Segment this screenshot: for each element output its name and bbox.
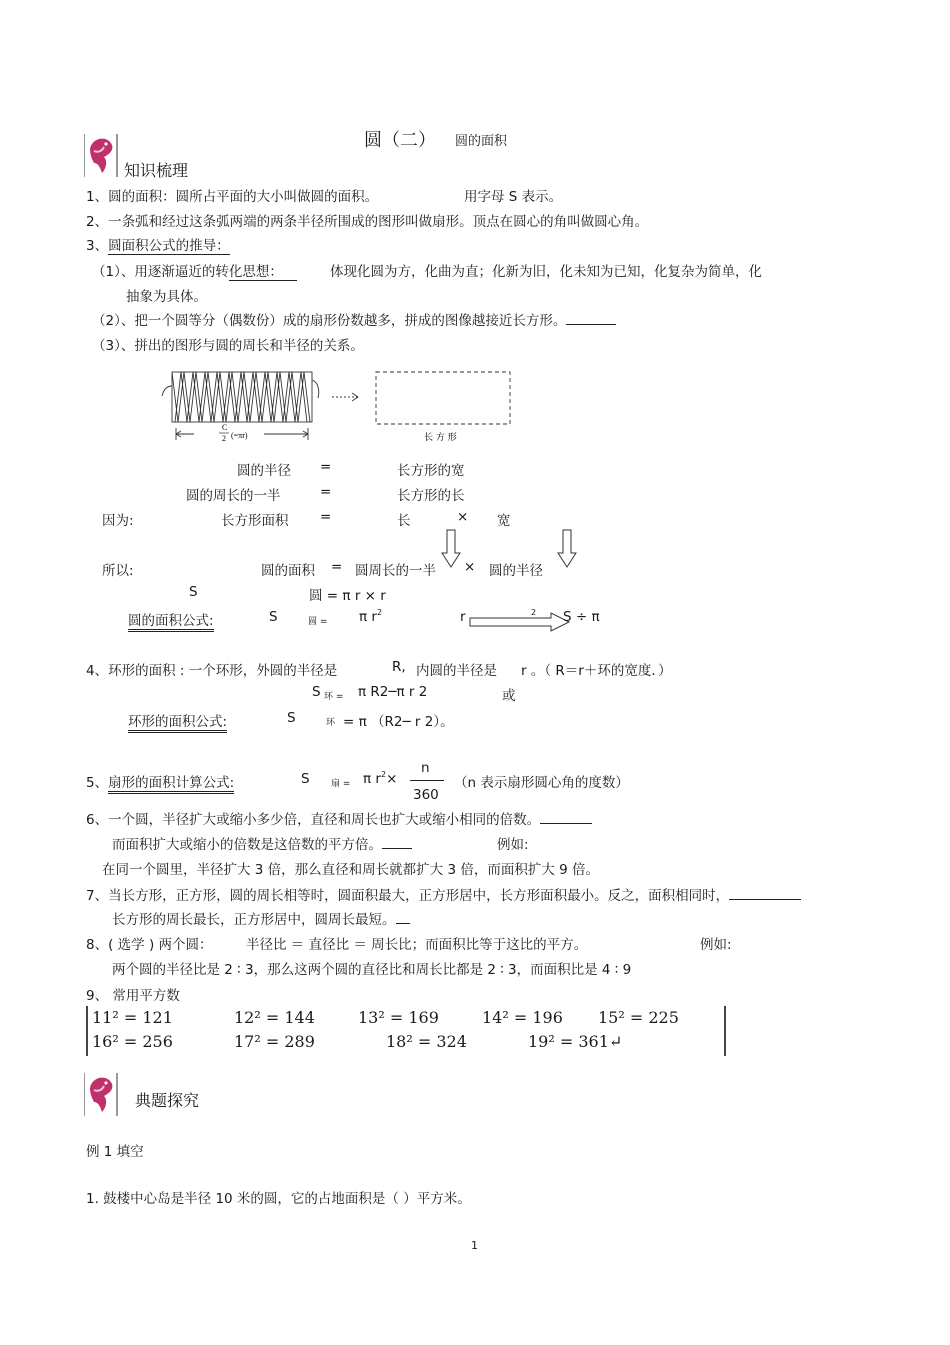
down-arrow-icon <box>441 529 461 569</box>
eq-times: × <box>457 509 469 525</box>
eq-left: 圆的面积 <box>261 563 315 579</box>
text: （1）、用逐渐逼近的转 <box>92 264 229 280</box>
eq-op: = <box>331 559 343 575</box>
paragraph <box>86 808 592 828</box>
paragraph <box>86 771 234 791</box>
paragraph: 两个圆的半径比是 2 ∶ 3，那么这两个圆的直径比和周长比都是 2 ∶ 3，而面积比是 4 ∶ 9 <box>112 962 632 978</box>
paragraph <box>92 260 297 280</box>
blank-line <box>540 823 592 824</box>
square-cell: 13² = 169 <box>358 1008 439 1027</box>
dolphin-logo-icon <box>84 133 118 177</box>
eq-a: 圆周长的一半 <box>355 563 436 579</box>
blank-line <box>566 324 616 325</box>
paragraph <box>112 833 412 853</box>
text: 长方形的周长最长，正方形居中，圆周长最短。 <box>112 912 396 928</box>
square-cell: 19² = 361↵ <box>528 1032 623 1051</box>
text: 例如: <box>700 937 732 953</box>
formula-label: 圆的面积公式: <box>128 609 214 632</box>
eq-lead: 因为: <box>102 513 134 529</box>
page-title: 圆（二） <box>364 130 436 151</box>
formula-rhs: = π （R2─ r 2）。 <box>343 714 454 730</box>
square-cell: 17² = 289 <box>234 1032 315 1051</box>
eq-lead: 所以: <box>102 563 134 579</box>
section-heading: 知识梳理 <box>124 161 189 180</box>
eq-left: 长方形面积 <box>221 513 289 529</box>
paragraph-tail: 用字母 S 表示。 <box>464 189 563 205</box>
formula-symbol: S <box>269 609 278 625</box>
eq-right: 长方形的长 <box>397 488 465 504</box>
figure-rect-label: 长 方 形 <box>424 433 457 443</box>
formula-rhs: S ÷ π <box>563 609 600 625</box>
exponent: 2 <box>376 608 383 617</box>
text: 或 <box>502 688 516 704</box>
square-cell: 15² = 225 <box>598 1008 679 1027</box>
eq-times: × <box>464 559 476 575</box>
eq-a: 长 <box>397 513 411 529</box>
page-number: 1 <box>471 1239 478 1252</box>
squares-row <box>88 1032 724 1056</box>
page-subtitle: 圆的面积 <box>455 134 508 149</box>
exponent: 2 <box>531 608 537 617</box>
figure-fraction-den: 2 <box>222 434 226 443</box>
blank-line <box>382 848 412 849</box>
formula-label: 环形的面积公式: <box>128 710 227 733</box>
paragraph: 9、 常用平方数 <box>86 988 180 1004</box>
text: R, <box>392 659 406 675</box>
formula-sub: 圆 = <box>308 617 328 627</box>
text: 7、当长方形，正方形，圆的周长相等时，圆面积最大，正方形居中，长方形面积最小。反之，面积相同时， <box>86 888 730 904</box>
square-cell: 18² = 324 <box>386 1032 467 1051</box>
eq-symbol: S <box>189 584 198 600</box>
blank-line <box>729 899 801 900</box>
text: 而面积扩大或缩小的倍数是这倍数的平方倍。 <box>112 837 382 853</box>
paragraph: 2、一条弧和经过这条弧两端的两条半径所围成的图形叫做扇形。顶点在圆心的角叫做圆心角。 <box>86 214 649 230</box>
text: （2）、把一个圆等分（偶数份）成的扇形份数越多，拼成的图像越接近长方形。 <box>92 313 567 329</box>
example-label: 例 1 填空 <box>86 1144 144 1160</box>
formula-rhs <box>363 771 397 787</box>
figure-formula: (=πr) <box>231 431 248 440</box>
figure-fraction-num: C <box>222 423 228 432</box>
down-arrow-icon <box>557 529 577 569</box>
paragraph <box>86 234 230 254</box>
blank-line <box>396 923 410 924</box>
paragraph-cont: 抽象为具体。 <box>126 289 207 305</box>
text: （n 表示扇形圆心角的度数） <box>454 775 629 791</box>
question: 1. 鼓楼中心岛是半径 10 米的圆，它的占地面积是（ ）平方米。 <box>86 1191 471 1207</box>
formula-symbol: S <box>287 710 296 726</box>
paragraph: 8、( 选学 ) 两个圆： <box>86 937 213 953</box>
text: r 。（ R＝r＋环的宽度．） <box>521 663 672 679</box>
formula-symbol: S <box>312 684 321 700</box>
section-heading: 典题探究 <box>135 1091 200 1110</box>
formula-sub: 环 <box>326 718 336 728</box>
square-cell: 16² = 256 <box>92 1032 173 1051</box>
formula-symbol: S <box>301 771 310 787</box>
paragraph: 1、圆的面积：圆所占平面的大小叫做圆的面积。 <box>86 189 379 205</box>
formula-rhs <box>359 609 382 625</box>
squares-table <box>86 1006 726 1056</box>
dolphin-logo-icon <box>84 1072 118 1116</box>
square-cell: 12² = 144 <box>234 1008 315 1027</box>
eq-op: = <box>320 509 332 525</box>
paragraph <box>92 309 616 329</box>
paragraph-tail: 体现化圆为方，化曲为直；化新为旧，化未知为已知，化复杂为简单，化 <box>330 264 762 280</box>
fraction-den: 360 <box>413 787 439 803</box>
circle-to-rectangle-figure <box>152 360 537 452</box>
fraction-bar <box>410 780 444 781</box>
right-arrow-icon <box>469 612 571 632</box>
eq-b: 宽 <box>497 513 511 529</box>
eq-left: 圆的周长的一半 <box>186 488 281 504</box>
text: 例如: <box>497 837 529 853</box>
formula-label: 扇形的面积计算公式: <box>108 775 234 794</box>
eq-b: 圆的半径 <box>489 563 543 579</box>
text: π r <box>359 609 377 625</box>
eq-rhs <box>309 584 386 604</box>
exponent: 2 <box>380 770 387 779</box>
squares-row <box>88 1008 724 1032</box>
square-cell: 11² = 121 <box>92 1008 173 1027</box>
eq-op: = <box>320 484 332 500</box>
paragraph: 在同一个圆里，半径扩大 3 倍，那么直径和周长就都扩大 3 倍，而面积扩大 9 倍。 <box>102 862 600 878</box>
underlined-text: 化思想： <box>229 264 297 281</box>
text: π r <box>363 771 381 787</box>
formula-sub: 扇 = <box>331 779 351 789</box>
text: 内圆的半径是 <box>416 663 497 679</box>
rhs: = π r × r <box>326 588 386 604</box>
square-cell: 14² = 196 <box>482 1008 563 1027</box>
formula-r: r <box>460 609 466 625</box>
eq-left: 圆的半径 <box>237 463 291 479</box>
fraction-num: n <box>421 760 430 776</box>
formula-sub: 环 = <box>324 692 344 702</box>
sub: 圆 <box>309 588 323 604</box>
formula-rhs: π R2─π r 2 <box>358 684 428 700</box>
text: 6、一个圆，半径扩大或缩小多少倍，直径和周长也扩大或缩小相同的倍数。 <box>86 812 541 828</box>
eq-right: 长方形的宽 <box>397 463 465 479</box>
paragraph: （3）、拼出的图形与圆的周长和半径的关系。 <box>92 338 364 354</box>
text: × <box>386 771 398 787</box>
underlined-label: 圆面积公式的推导： <box>108 238 230 254</box>
text: 5、 <box>86 775 109 791</box>
prefix: 3、 <box>86 238 109 254</box>
paragraph <box>86 884 801 904</box>
eq-op: = <box>320 459 332 475</box>
paragraph <box>112 908 410 928</box>
paragraph: 4、环形的面积 : 一个环形，外圆的半径是 <box>86 663 338 679</box>
text: 半径比 ＝ 直径比 ＝ 周长比；而面积比等于这比的平方。 <box>246 937 588 953</box>
